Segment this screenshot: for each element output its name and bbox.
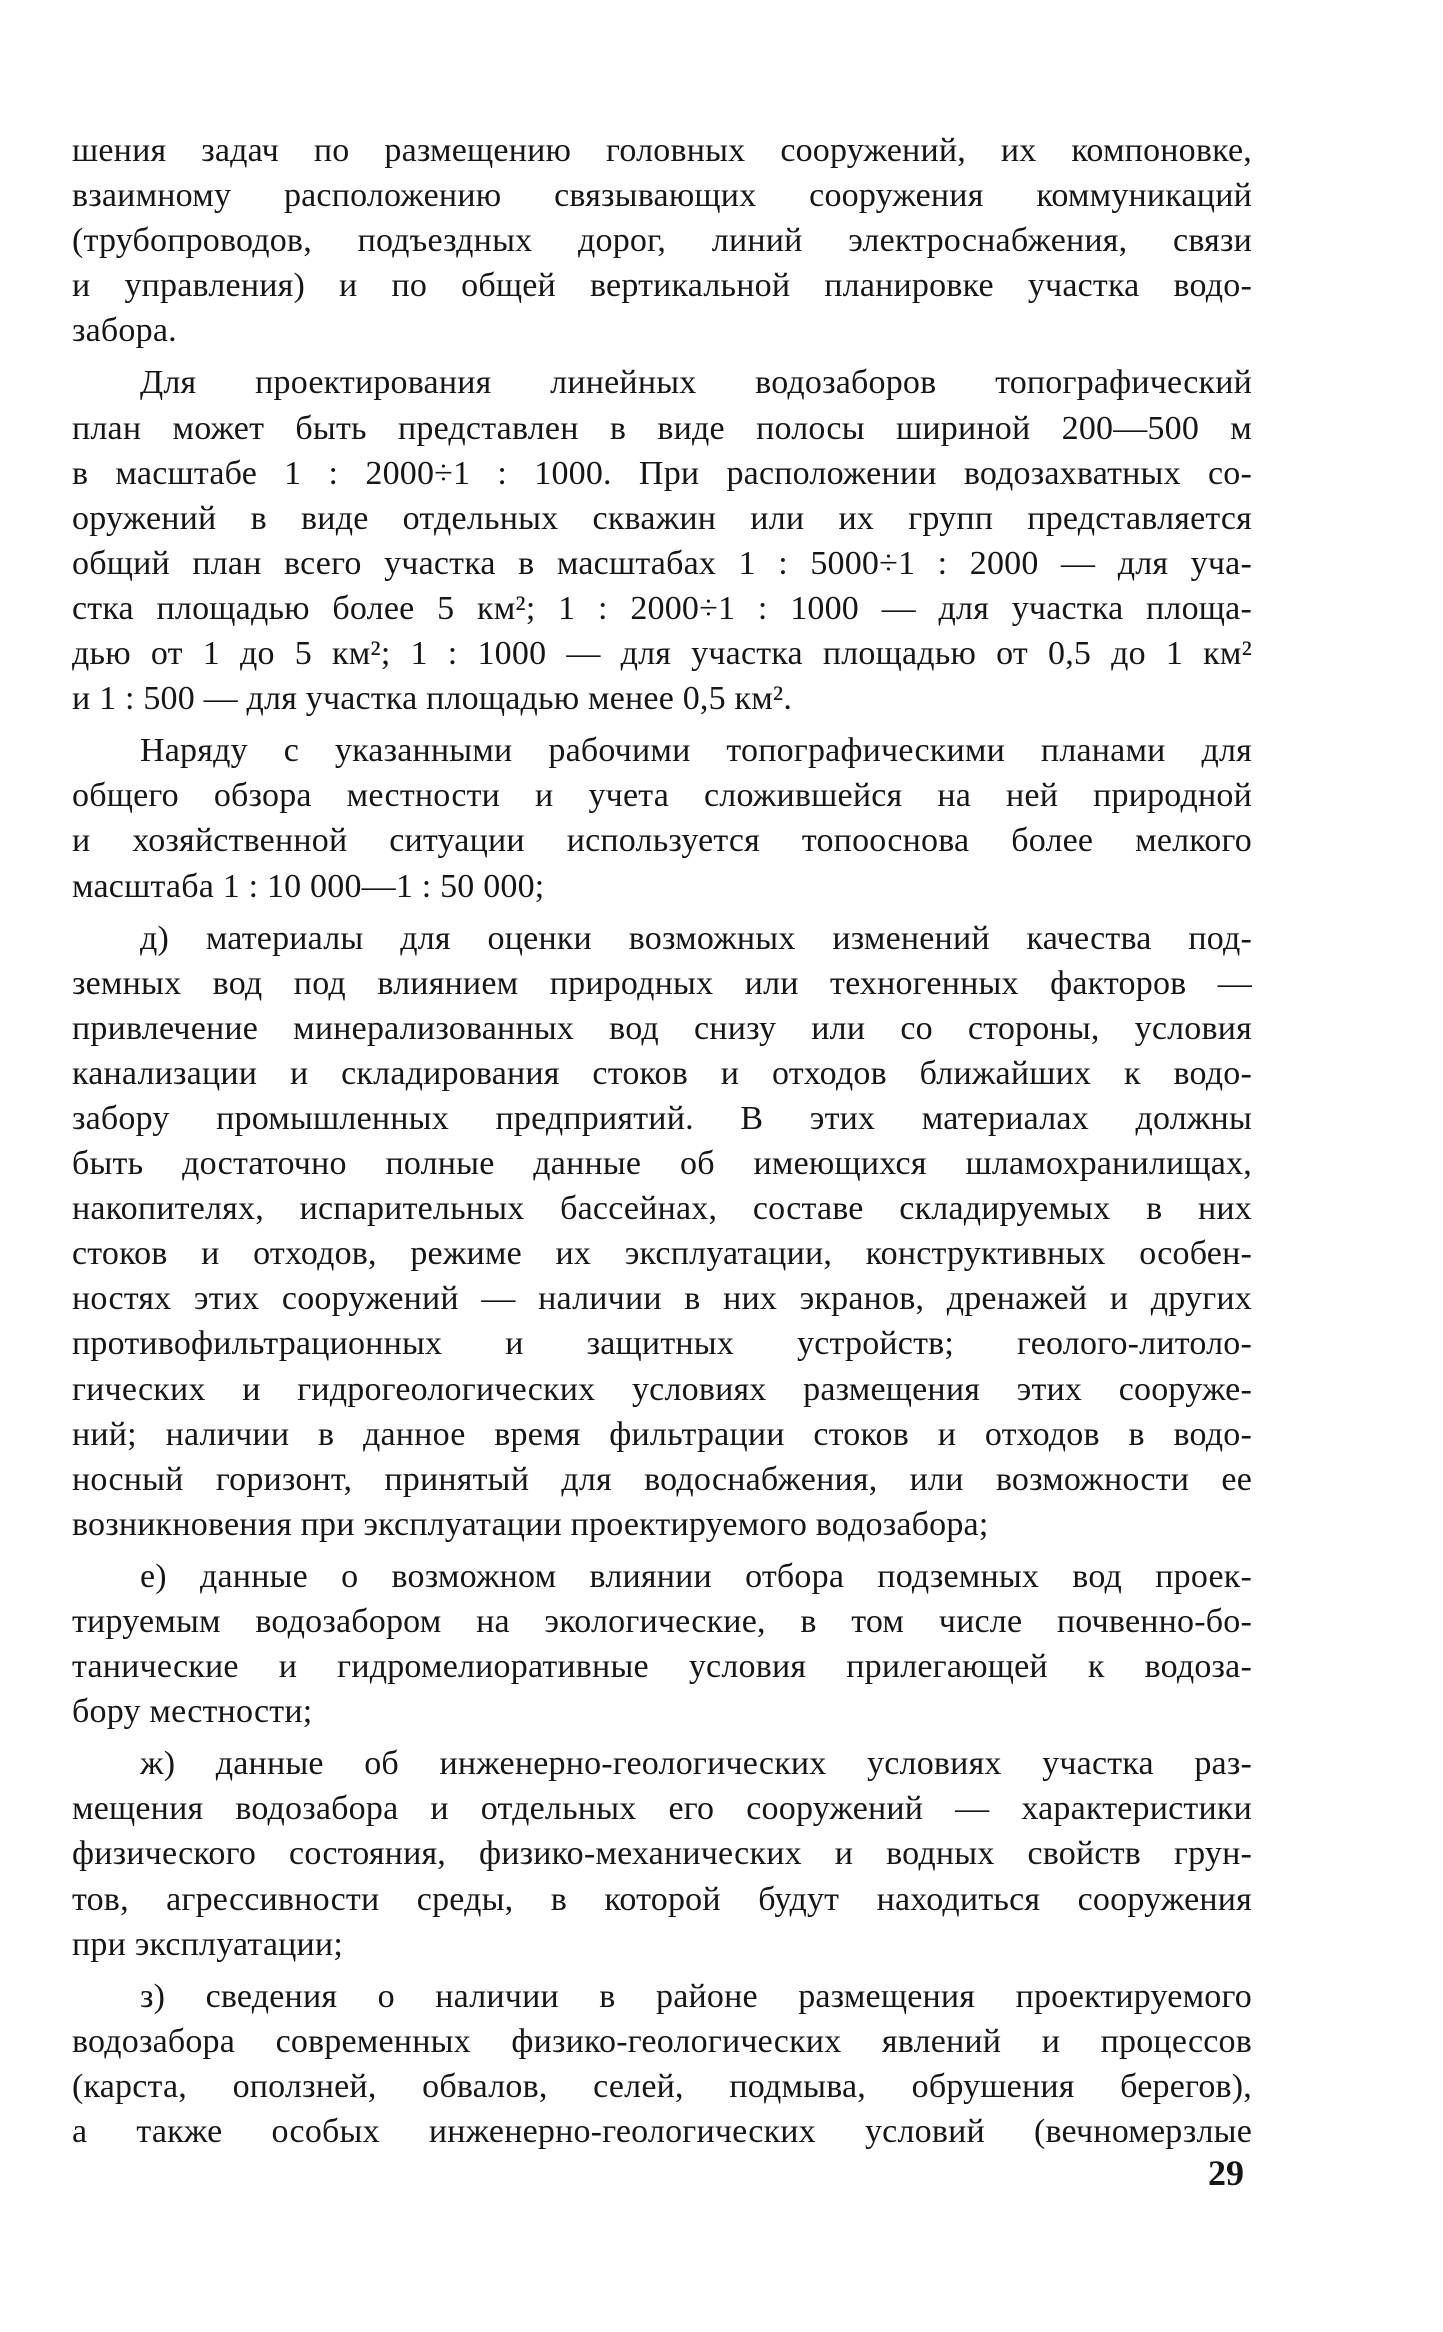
text-line: носный горизонт, принятый для водоснабжения, или возможности ее: [72, 1460, 1252, 1498]
text-line: канализации и складирования стоков и отходов ближайших к водо-: [72, 1054, 1252, 1092]
text-line: (трубопроводов, подъездных дорог, линий электроснабжения, связи: [72, 222, 1252, 260]
text-line: стоков и отходов, режиме их эксплуатации, конструктивных особен-: [72, 1235, 1252, 1273]
document-page: [72, 128, 1252, 2154]
text-line: шения задач по размещению головных сооружений, их компоновке,: [72, 132, 1252, 169]
text-line: мещения водозабора и отдельных его сооружений — характеристики: [72, 1790, 1252, 1828]
text-line: при эксплуатации;: [72, 1925, 343, 1963]
paragraph-gap: [72, 1547, 1252, 1554]
paragraph-gap: [72, 1967, 1252, 1974]
text-line: д) материалы для оценки возможных изменений качества под-: [140, 919, 1252, 957]
text-line: стка площадью более 5 км²; 1 : 2000÷1 : 1000 — для участка площа-: [72, 589, 1252, 627]
text-line: общего обзора местности и учета сложившейся на ней природной: [72, 777, 1252, 815]
text-line: противофильтрационных и защитных устройств; геолого-литоло-: [72, 1325, 1252, 1363]
text-line: водозабора современных физико-геологических явлений и процессов: [72, 2022, 1252, 2060]
text-line: и хозяйственной ситуации используется топооснова более мелкого: [72, 822, 1252, 860]
text-line: взаимному расположению связывающих сооружения коммуникаций: [72, 177, 1252, 215]
text-line: Для проектирования линейных водозаборов топографический: [140, 364, 1252, 402]
paragraph-gap: [72, 909, 1252, 916]
text-line: забора.: [72, 312, 177, 350]
text-line: забору промышленных предприятий. В этих материалах должны: [72, 1099, 1252, 1137]
text-line: гических и гидрогеологических условиях размещения этих сооруже-: [72, 1370, 1252, 1408]
text-line: и управления) и по общей вертикальной планировке участка водо-: [72, 267, 1252, 305]
text-line: привлечение минерализованных вод снизу или со стороны, условия: [72, 1009, 1252, 1047]
text-line: танические и гидромелиоративные условия прилегающей к водоза-: [72, 1648, 1252, 1686]
text-line: з) сведения о наличии в районе размещения проектируемого: [140, 1977, 1252, 2015]
text-line: физического состояния, физико-механических и водных свойств грун-: [72, 1835, 1252, 1873]
text-line: тов, агрессивности среды, в которой будут находиться сооружения: [72, 1880, 1252, 1918]
text-line: (карста, оползней, обвалов, селей, подмыва, обрушения берегов),: [72, 2067, 1252, 2105]
text-line: оружений в виде отдельных скважин или их групп представляется: [72, 499, 1252, 537]
paragraph-gap: [72, 721, 1252, 728]
text-line: и 1 : 500 — для участка площадью менее 0,5 км².: [72, 680, 793, 718]
text-line: план может быть представлен в виде полосы шириной 200—500 м: [72, 409, 1252, 447]
text-line: ний; наличии в данное время фильтрации стоков и отходов в водо-: [72, 1415, 1252, 1453]
text-line: ностях этих сооружений — наличии в них экранов, дренажей и других: [72, 1280, 1252, 1318]
paragraph-gap: [72, 353, 1252, 360]
text-line: общий план всего участка в масштабах 1 : 5000÷1 : 2000 — для уча-: [72, 544, 1252, 582]
text-line: возникновения при эксплуатации проектируемого водозабора;: [72, 1505, 989, 1543]
text-line: е) данные о возможном влиянии отбора подземных вод проек-: [140, 1557, 1252, 1595]
text-line: Наряду с указанными рабочими топографическими планами для: [140, 732, 1252, 770]
text-line: земных вод под влиянием природных или техногенных факторов —: [72, 964, 1252, 1002]
text-line: ж) данные об инженерно-геологических условиях участка раз-: [140, 1745, 1252, 1783]
text-line: масштаба 1 : 10 000—1 : 50 000;: [72, 867, 545, 905]
text-line: бору местности;: [72, 1693, 313, 1731]
text-line: быть достаточно полные данные об имеющихся шламохранилищах,: [72, 1145, 1252, 1183]
text-line: в масштабе 1 : 2000÷1 : 1000. При расположении водозахватных со-: [72, 454, 1252, 492]
text-line: а также особых инженерно-геологических условий (вечномерзлые: [72, 2113, 1252, 2151]
text-line: дью от 1 до 5 км²; 1 : 1000 — для участка площадью от 0,5 до 1 км²: [72, 635, 1252, 673]
text-line: тируемым водозабором на экологические, в том числе почвенно-бо-: [72, 1603, 1252, 1640]
text-line: накопителях, испарительных бассейнах, составе складируемых в них: [72, 1190, 1252, 1228]
paragraph-gap: [72, 1734, 1252, 1741]
page-number: 29: [1208, 2153, 1244, 2193]
